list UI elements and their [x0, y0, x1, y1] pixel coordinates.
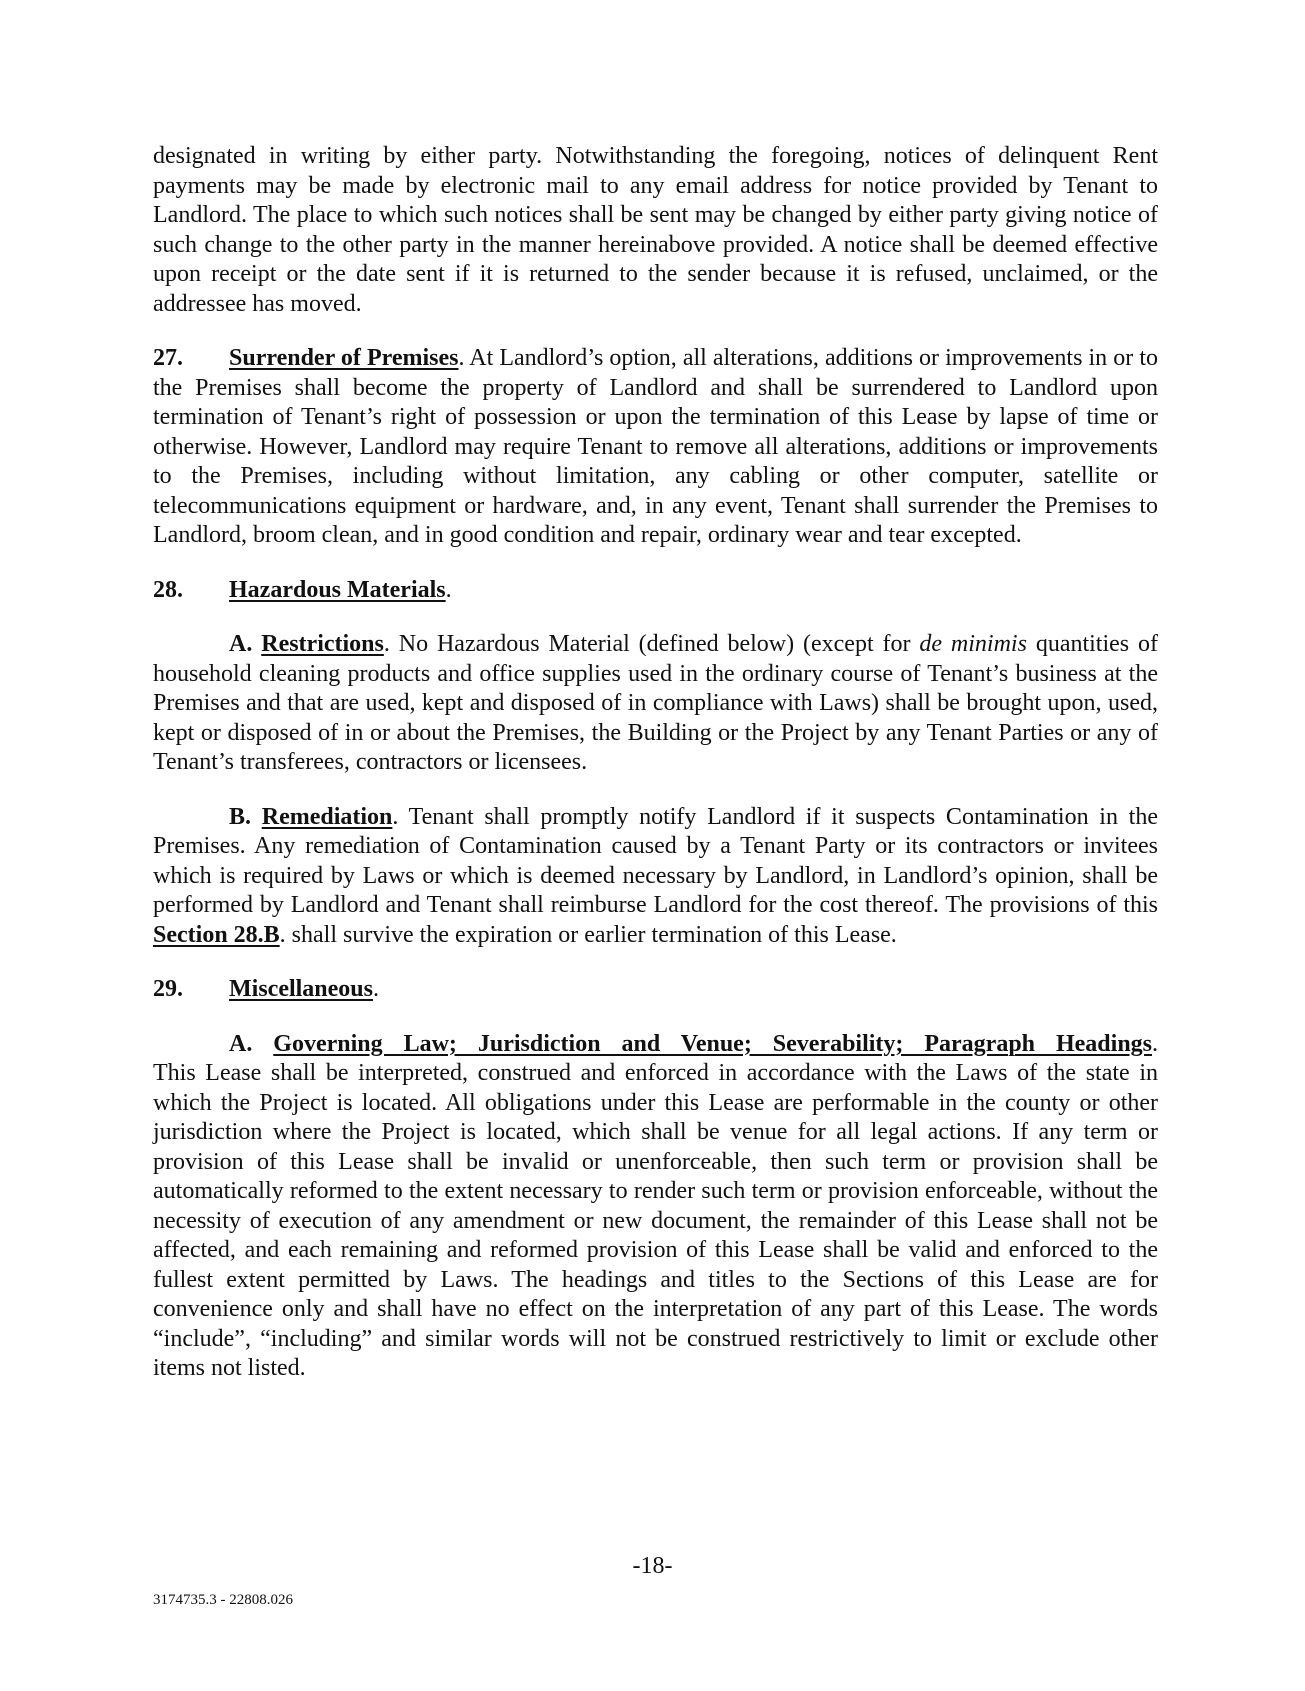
section-heading: Hazardous Materials: [229, 576, 446, 603]
document-page: [153, 142, 1158, 1384]
section-heading: Miscellaneous: [229, 976, 373, 1002]
document-id: 3174735.3 - 22808.026: [153, 1592, 293, 1608]
heading-suffix: .: [373, 976, 379, 1002]
section-28: [153, 576, 1158, 606]
page-number: -18-: [632, 1553, 673, 1579]
subsection-29a-body: This Lease shall be interpreted, construed and enforced in accordance with the Laws of the state in which the Project is located. All obligations under this Lease are performable in the county or other jurisdiction where the Project is located, which shall be venue for all legal actions. If any term or provision of this Lease shall be invalid or unenforceable, then such term or provision shall be automatically reformed to the extent necessary to render such term or provision enforceable, without the necessity of execution of any amendment or new document, the remainder of this Lease shall not be affected, and each remaining and reformed provision of this Lease shall be valid and enforced to the fullest extent permitted by Laws. The headings and titles to the Sections of this Lease are for convenience only and shall have no effect on the interpretation of any part of this Lease. The words “include”, “including” and similar words will not be construed restrictively to limit or exclude other items not listed.: [153, 1060, 1158, 1381]
subsection-28a: [153, 630, 1158, 778]
subsection-body-italic: de minimis: [919, 631, 1027, 657]
subsection-body-post: . shall survive the expiration or earlier termination of this Lease.: [279, 921, 897, 948]
section-body: . At Landlord’s option, all alterations, additions or improvements in or to the Premises shall become the property of Landlord and shall be surrendered to Landlord upon termination of Tenant’s right of possession or upon the termination of this Lease by lapse of time or otherwise. However, Landlord may require Tenant to remove all alterations, additions or improvements to the Premises, including without limitation, any cabling or other computer, satellite or telecommunications equipment or hardware, and, in any event, Tenant shall surrender the Premises to Landlord, broom clean, and in good condition and repair, ordinary wear and tear excepted.: [153, 345, 1158, 548]
subsection-body-pre: . No Hazardous Material (defined below) (except for: [383, 631, 920, 657]
section-29: [153, 975, 1158, 1005]
subsection-heading: Governing Law; Jurisdiction and Venue; Severability; Paragraph Headings: [273, 1030, 1152, 1057]
section-27: [153, 344, 1158, 551]
subsection-heading: Remediation: [261, 803, 393, 830]
subsection-heading: Restrictions: [261, 631, 384, 657]
heading-suffix: .: [445, 576, 452, 603]
subsection-28b: [153, 803, 1158, 951]
subsection-body-post: quantities of household cleaning products and office supplies used in the ordinary course of Tenant’s business at the Premises and that are used, kept and disposed of in compliance with Laws) shall be brought upon, used, kept or disposed of in or about the Premises, the Building or the Project by any Tenant Parties or any of Tenant’s transferees, contractors or licensees.: [153, 631, 1159, 775]
subsection-body-pre: . Tenant shall promptly notify Landlord if it suspects Contamination in the Premises. Any remediation of Contamination caused by a Tenant Party or its contractors or invitees which is required by Laws or which is deemed necessary by Landlord, in Landlord’s opinion, shall be performed by Landlord and Tenant shall reimburse Landlord for the cost thereof. The provisions of this: [153, 803, 1159, 918]
subsection-29a-heading-line: [153, 1030, 1158, 1060]
section-number: 27.: [153, 345, 183, 371]
section-heading: Surrender of Premises: [229, 345, 459, 371]
heading-suffix: .: [1152, 1030, 1158, 1057]
subsection-label: B.: [229, 803, 252, 830]
section-number: 28.: [153, 576, 183, 603]
section-number: 29.: [153, 976, 183, 1002]
subsection-label: A.: [229, 1030, 253, 1057]
section-reference: Section 28.B: [153, 921, 280, 948]
intro-paragraph: designated in writing by either party. Notwithstanding the foregoing, notices of delinquent Rent payments may be made by electronic mail to any email address for notice provided by Tenant to Landlord. The place to which such notices shall be sent may be changed by either party giving notice of such change to the other party in the manner hereinabove provided. A notice shall be deemed effective upon receipt or the date sent if it is returned to the sender because it is refused, unclaimed, or the addressee has moved.: [153, 143, 1158, 317]
subsection-label: A.: [229, 631, 253, 657]
